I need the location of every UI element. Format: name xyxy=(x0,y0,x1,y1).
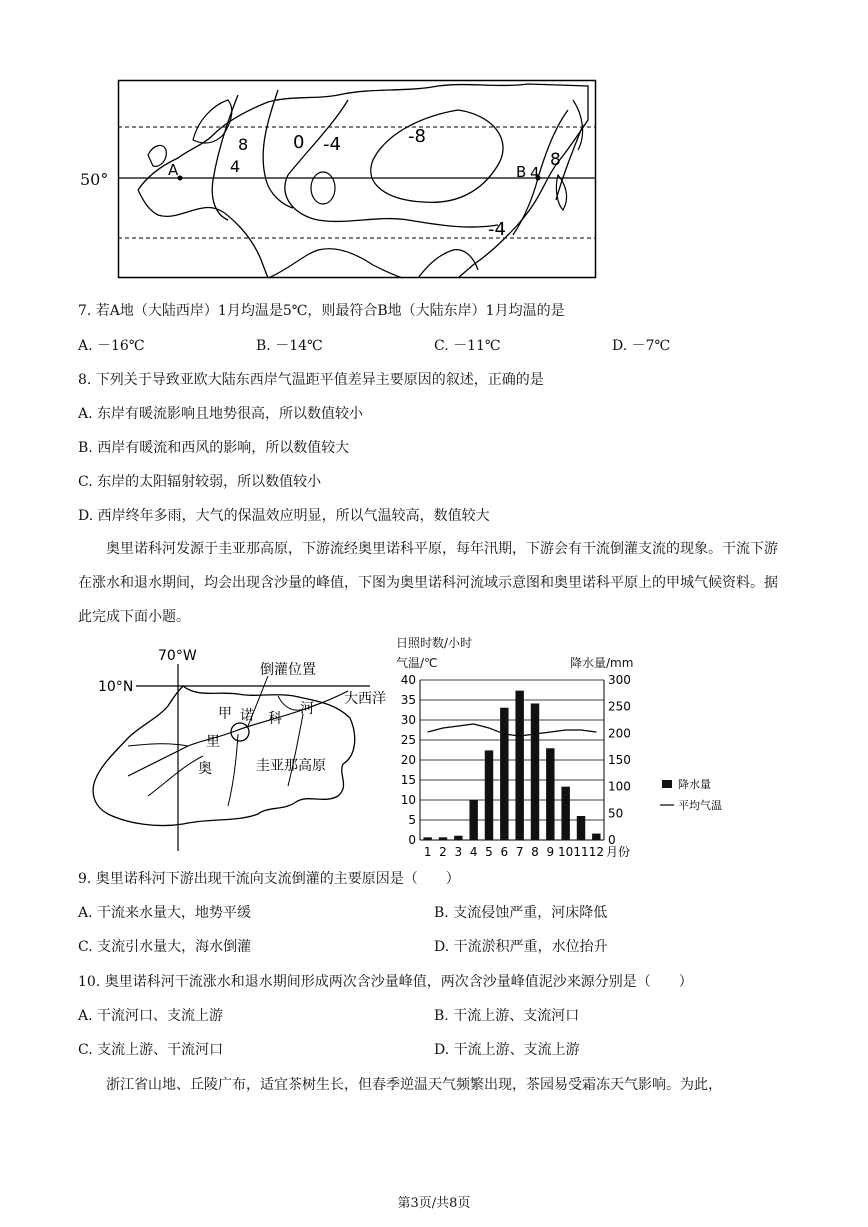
river-char-ke: 科 xyxy=(268,711,282,727)
latitude-label-50: 50° xyxy=(80,170,109,189)
chart-top-label: 日照时数/小时 xyxy=(396,636,473,650)
eurasia-isotherm-map xyxy=(78,78,598,280)
isotherm-label-minus4-north: -4 xyxy=(323,134,341,155)
precip-bar xyxy=(485,750,493,840)
legend-bar-swatch xyxy=(662,780,672,788)
precip-bar xyxy=(531,703,539,840)
precip-bar xyxy=(592,834,600,840)
precip-bar xyxy=(546,748,554,840)
legend-line-label: 平均气温 xyxy=(678,799,722,812)
question-8-option-c[interactable]: C. 东岸的太阳辐射较弱，所以数值较小 xyxy=(78,474,322,490)
eurasia-map-graphic xyxy=(118,80,596,278)
climate-chart xyxy=(390,634,750,864)
river-char-he: 河 xyxy=(300,701,314,717)
x-tick-label: 5 xyxy=(485,845,493,859)
backflow-position-label: 倒灌位置 xyxy=(260,662,316,678)
question-7-option-a[interactable]: A. －16℃ xyxy=(78,338,145,354)
x-tick-label: 1 xyxy=(423,845,432,859)
precip-bar xyxy=(439,837,447,840)
precip-bar xyxy=(454,836,462,840)
question-7-stem: 7. 若A地（大陆西岸）1月均温是5℃，则最符合B地（大陆东岸）1月均温的是 xyxy=(78,303,565,319)
question-8-option-b[interactable]: B. 西岸有暖流和西风的影响，所以数值较大 xyxy=(78,440,350,456)
precip-bar xyxy=(515,691,523,840)
x-axis-label: 月份 xyxy=(606,845,631,859)
chart-y-axis-label: 气温/℃ xyxy=(396,656,438,670)
atlantic-ocean-label: 大西洋 xyxy=(344,691,386,707)
y-tick-label: 30 xyxy=(400,713,416,727)
climate-chart-plot xyxy=(390,670,750,864)
question-9-option-a[interactable]: A. 干流来水量大，地势平缓 xyxy=(78,905,252,921)
river-char-li: 里 xyxy=(206,734,220,750)
x-tick-label: 11 xyxy=(573,845,589,859)
y2-tick-label: 50 xyxy=(608,806,624,821)
y-tick-label: 0 xyxy=(408,833,416,847)
y-tick-label: 35 xyxy=(400,693,416,707)
chart-y2-axis-label: 降水量/mm xyxy=(570,656,634,670)
question-7-option-c[interactable]: C. －11℃ xyxy=(434,338,501,354)
isotherm-label-8-west: 8 xyxy=(238,135,249,154)
orinoco-basin-map xyxy=(88,646,386,851)
x-tick-label: 9 xyxy=(546,845,555,859)
x-tick-label: 2 xyxy=(439,845,447,859)
isotherm-label-4-east: 4 xyxy=(530,164,540,182)
y2-tick-label: 150 xyxy=(608,753,631,767)
question-8-option-a[interactable]: A. 东岸有暖流影响且地势很高，所以数值较小 xyxy=(78,406,364,422)
orinoco-map-graphic xyxy=(88,646,386,851)
isotherm-label-minus4-south: -4 xyxy=(488,219,506,240)
passage-orinoco: 奥里诺科河发源于圭亚那高原，下游流经奥里诺科平原，每年汛期，下游会有干流倒灌支流的现象。干流下游在涨水和退水期间，均会出现含沙量的峰值，下图为奥里诺科河流域示意图和奥里诺科平原上的甲城气候资料。据此完成下面小题。 xyxy=(78,541,778,625)
precip-bar xyxy=(469,800,477,840)
passage-zhejiang: 浙江省山地、丘陵广布，适宜茶树生长，但春季逆温天气频繁出现，茶园易受霜冻天气影响。为此， xyxy=(106,1077,722,1093)
point-a-label: A xyxy=(168,161,179,179)
isotherm-label-0: 0 xyxy=(293,132,305,153)
x-tick-label: 4 xyxy=(469,845,478,859)
precip-bar xyxy=(577,816,585,840)
y2-tick-label: 100 xyxy=(608,779,631,794)
precip-bar xyxy=(500,708,508,840)
guiana-plateau-label: 圭亚那高原 xyxy=(256,758,326,774)
x-tick-label: 6 xyxy=(500,845,509,859)
precip-bar xyxy=(423,837,431,840)
longitude-label-70w: 70°W xyxy=(158,648,197,664)
x-tick-label: 8 xyxy=(531,845,539,859)
question-7-option-d[interactable]: D. －7℃ xyxy=(612,338,671,354)
question-10-option-c[interactable]: C. 支流上游、干流河口 xyxy=(78,1042,224,1058)
question-9-stem: 9. 奥里诺科河下游出现干流向支流倒灌的主要原因是（ ） xyxy=(78,871,460,887)
city-jia-label: 甲 xyxy=(218,706,232,722)
question-9-option-c[interactable]: C. 支流引水量大，海水倒灌 xyxy=(78,939,252,955)
x-tick-label: 3 xyxy=(454,845,463,859)
isotherm-label-minus8: -8 xyxy=(408,126,426,147)
question-9-option-d[interactable]: D. 干流淤积严重，水位抬升 xyxy=(434,939,608,955)
question-8-option-d[interactable]: D. 西岸终年多雨，大气的保温效应明显，所以气温较高，数值较大 xyxy=(78,508,490,524)
question-9-option-b[interactable]: B. 支流侵蚀严重，河床降低 xyxy=(434,905,608,921)
y-tick-label: 15 xyxy=(400,773,416,787)
question-10-stem: 10. 奥里诺科河干流涨水和退水期间形成两次含沙量峰值，两次含沙量峰值泥沙来源分别是（ ） xyxy=(78,974,693,990)
y2-tick-label: 0 xyxy=(608,833,616,847)
point-b-label: B xyxy=(516,163,527,181)
latitude-label-10n: 10°N xyxy=(98,679,134,695)
temperature-line xyxy=(428,724,597,736)
page-number: 第3页/共8页 xyxy=(397,1196,471,1211)
precip-bar xyxy=(561,787,569,840)
isotherm-label-4-west: 4 xyxy=(230,157,241,176)
y-tick-label: 10 xyxy=(400,793,416,807)
y2-tick-label: 300 xyxy=(608,673,631,687)
y-tick-label: 5 xyxy=(408,813,416,827)
question-10-option-b[interactable]: B. 干流上游、支流河口 xyxy=(434,1008,580,1024)
y-tick-label: 25 xyxy=(400,733,416,747)
question-8-stem: 8. 下列关于导致亚欧大陆东西岸气温距平值差异主要原因的叙述，正确的是 xyxy=(78,372,544,388)
question-10-option-a[interactable]: A. 干流河口、支流上游 xyxy=(78,1008,224,1024)
x-tick-label: 10 xyxy=(558,845,574,859)
question-7-option-b[interactable]: B. －14℃ xyxy=(256,338,323,354)
y-tick-label: 40 xyxy=(400,673,416,687)
x-tick-label: 7 xyxy=(515,845,524,859)
question-10-option-d[interactable]: D. 干流上游、支流上游 xyxy=(434,1042,580,1058)
y2-tick-label: 200 xyxy=(608,726,631,741)
river-char-ao: 奥 xyxy=(198,761,212,777)
x-tick-label: 12 xyxy=(588,845,604,859)
river-char-nuo: 诺 xyxy=(240,708,254,724)
y2-tick-label: 250 xyxy=(608,699,631,714)
legend-bar-label: 降水量 xyxy=(678,778,711,791)
y-tick-label: 20 xyxy=(400,753,416,767)
isotherm-label-8-east: 8 xyxy=(550,150,561,170)
